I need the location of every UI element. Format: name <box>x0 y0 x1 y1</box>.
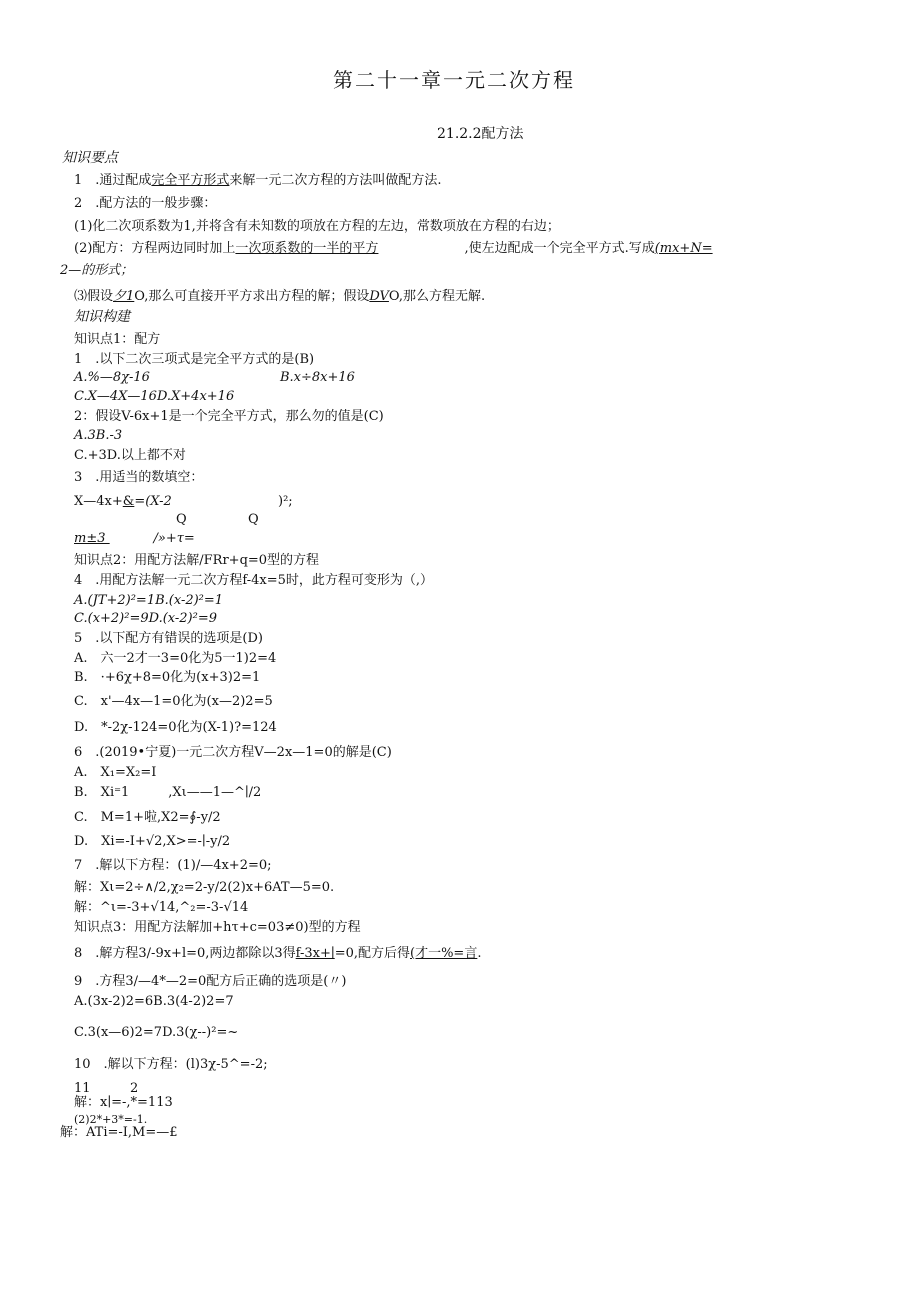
text: 1 .通过配成 <box>74 173 152 188</box>
text: ⑶假设 <box>74 289 114 304</box>
step-2-cont: 2—的形式； <box>60 263 134 278</box>
q2-option-cd: C.+3D.以上都不对 <box>74 448 186 463</box>
q1-option-a: A.%—8χ-16 <box>74 370 150 385</box>
q5-option-b: B. ·+6χ+8=0化为(x+3)2=1 <box>74 670 261 685</box>
text: . <box>477 946 482 961</box>
q5-option-d: D. *-2χ-124=0化为(X-1)?=124 <box>74 720 277 735</box>
answer-blank: f-3x+∣ <box>295 946 335 961</box>
q5-option-a: A. 六一2才一3=0化为5一1)2=4 <box>74 651 277 666</box>
kp3-title: 知识点3：用配方法解加+hτ+c=03≠0)型的方程 <box>74 920 361 935</box>
step-2 <box>74 241 774 257</box>
text: =0,配方后得 <box>334 946 410 961</box>
q6-option-d: D. Xi=-I+√2,X>=-∣-y/2 <box>74 834 231 849</box>
answer-blank: 一次项系数的一半的平方 <box>235 241 379 256</box>
q9: 9 .方程3/—4*—2=0配方后正确的选项是(〃) <box>74 974 347 989</box>
q7: 7 .解以下方程：(1)/—4x+2=0; <box>74 858 272 873</box>
q5-option-c: C. x'—4x—1=0化为(x—2)2=5 <box>74 694 273 709</box>
q10-part-2: (2)2*+3*=-1. <box>74 1113 148 1126</box>
point-2: 2 .配方法的一般步骤： <box>74 196 217 211</box>
q4: 4 .用配方法解一元二次方程f-4x=5时，此方程可变形为（,） <box>74 573 434 588</box>
q3-symbol: Q <box>176 512 187 527</box>
text: 来解一元二次方程的方法叫做配方法. <box>229 173 442 188</box>
q8 <box>74 946 481 962</box>
page-title: 第二十一章一元二次方程 <box>333 68 575 92</box>
q1-option-b: B.x÷8x+16 <box>280 370 355 385</box>
q10: 10 .解以下方程：(l)3χ-5^=-2; <box>74 1057 268 1072</box>
text: ,使左边配成一个完全平方式.写成 <box>464 241 655 256</box>
point-1 <box>74 173 442 189</box>
q9-option-cd: C.3(x—6)2=7D.3(χ--)²=~ <box>74 1025 239 1040</box>
q6: 6 .(2019•宁夏)一元二次方程V—2x—1=0的解是(C) <box>74 745 392 760</box>
q1: 1 .以下二次三项式是完全平方式的是(B) <box>74 352 315 367</box>
q3-line-a-end: )²; <box>278 494 293 509</box>
q6-option-a: A. X₁=X₂=I <box>74 765 157 780</box>
q3-line-b <box>74 531 195 547</box>
answer-blank: 完全平方形式 <box>151 173 230 188</box>
answer-blank: DV <box>369 289 389 304</box>
q3: 3 .用适当的数填空： <box>74 470 204 485</box>
q7-solution-2: 解：^ι=-3+√14,^₂=-3-√14 <box>74 900 249 915</box>
text: X—4x+ <box>74 494 123 509</box>
q6-option-b: B. Xi⁼1 ,Xι——1—^∣/2 <box>74 785 262 800</box>
answer-blank: (才一%=言 <box>410 946 478 961</box>
answer-blank: (mx+N= <box>654 241 713 256</box>
q10-solution-1: 解：x∣=-,*=113 <box>74 1095 173 1110</box>
q6-option-c: C. M=1+啦,X2=∮-y/2 <box>74 810 221 825</box>
text: (2)配方：方程两边同时加上 <box>74 241 236 256</box>
answer-blank: 夕1 <box>113 289 135 304</box>
section-subtitle: 21.2.2配方法 <box>437 126 524 142</box>
q4-option-ab: A.(JT+2)²=1B.(x-2)²=1 <box>74 593 224 608</box>
q5: 5 .以下配方有错误的选项是(D) <box>74 631 263 646</box>
q3-symbol: Q <box>248 512 259 527</box>
blank-line <box>106 531 154 547</box>
answer-blank: m±3 <box>74 531 106 546</box>
q3-line-a <box>74 494 172 510</box>
text: /»+τ= <box>153 531 195 546</box>
q9-option-ab: A.(3x-2)2=6B.3(4-2)2=7 <box>74 994 234 1009</box>
text: O,那么可直接开平方求出方程的解；假设 <box>134 289 370 304</box>
q10-solution-2: 解：ATi=-I,M=—£ <box>60 1125 178 1140</box>
q1-option-cd: C.X—4X—16D.X+4x+16 <box>74 389 235 404</box>
heading-knowledge-build: 知识构建 <box>74 309 130 325</box>
text: 8 .解方程3∕-9x+l=0,两边都除以3得 <box>74 946 296 961</box>
q2-option-ab: A.3B.-3 <box>74 428 123 443</box>
q2: 2：假设V-6x+1是一个完全平方式，那么勿的值是(C) <box>74 409 384 424</box>
step-1: (1)化二次项系数为1,并将含有未知数的项放在方程的左边，常数项放在方程的右边； <box>74 219 560 234</box>
text: O,那么方程无解. <box>388 289 486 304</box>
q10-number: 2 <box>130 1081 139 1096</box>
heading-knowledge-points: 知识要点 <box>62 150 118 166</box>
kp1-title: 知识点1：配方 <box>74 332 161 347</box>
answer-blank: & <box>122 494 135 509</box>
q10-number: 11 <box>74 1081 91 1096</box>
text: =(X-2 <box>134 494 172 509</box>
q4-option-cd: C.(x+2)²=9D.(x-2)²=9 <box>74 611 218 626</box>
kp2-title: 知识点2：用配方法解/FRr+q=0型的方程 <box>74 553 320 568</box>
step-3 <box>74 289 485 305</box>
q7-solution-1: 解：Xι=2÷∧/2,χ₂=2-y/2(2)x+6AT—5=0. <box>74 880 335 895</box>
